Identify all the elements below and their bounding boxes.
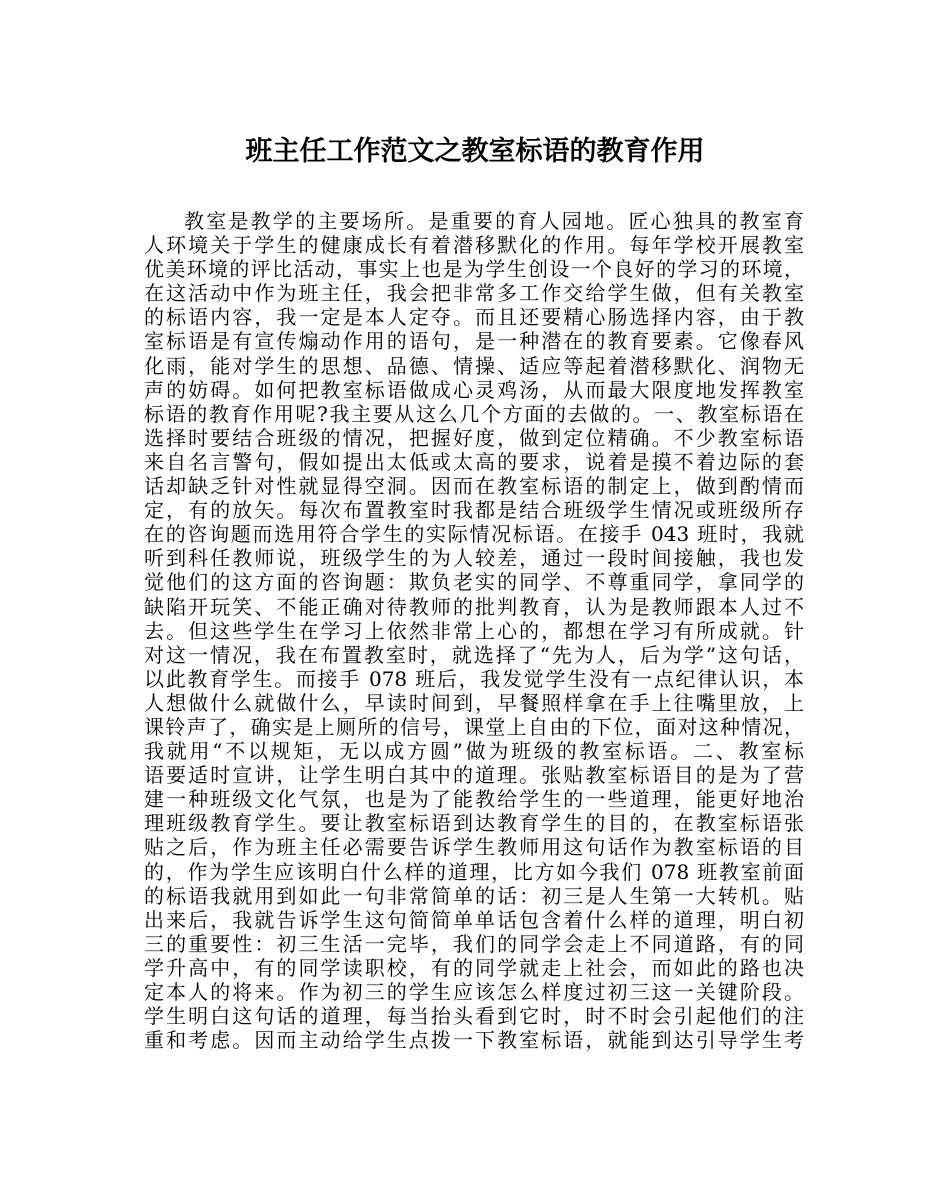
body-line: 学升高中，有的同学读职校，有的同学就走上社会，而如此的路也决 [144, 955, 804, 980]
body-line: 听到科任教师说，班级学生的为人较差，通过一段时间接触，我也发 [144, 546, 804, 571]
body-line: 教室是教学的主要场所。是重要的育人园地。匠心独具的教室育 [184, 209, 804, 233]
body-line: 对这一情况，我在布置教室时，就选择了“先为人，后为学”这句话， [144, 642, 804, 667]
body-line: 建一种班级文化气氛，也是为了能教给学生的一些道理，能更好地治 [144, 787, 804, 812]
body-line: 贴之后，作为班主任必需要告诉学生教师用这句话作为教室标语的目 [144, 835, 804, 860]
body-line: 的标语内容，我一定是本人定夺。而且还要精心肠选择内容，由于教 [144, 305, 804, 330]
body-line: 在的咨询题而选用符合学生的实际情况标语。在接手 043 班时，我就 [144, 522, 804, 547]
body-line: 优美环境的评比活动，事实上也是为学生创设一个良好的学习的环境， [144, 257, 804, 282]
body-line: 人想做什么就做什么，早读时间到，早餐照样拿在手上往嘴里放，上 [144, 690, 804, 715]
body-line: 的，作为学生应该明白什么样的道理，比方如今我们 078 班教室前面 [144, 859, 804, 884]
document-title: 班主任工作范文之教室标语的教育作用 [245, 136, 705, 167]
body-line: 人环境关于学生的健康成长有着潜移默化的作用。每年学校开展教室 [144, 233, 804, 258]
body-line: 语要适时宣讲，让学生明白其中的道理。张贴教室标语目的是为了营 [144, 763, 804, 788]
body-line: 课铃声了，确实是上厕所的信号，课堂上自由的下位，面对这种情况， [144, 714, 804, 739]
body-line: 声的妨碍。如何把教室标语做成心灵鸡汤，从而最大限度地发挥教室 [144, 377, 804, 402]
body-line: 重和考虑。因而主动给学生点拨一下教室标语，就能到达引导学生考 [144, 1028, 804, 1053]
body-line: 选择时要结合班级的情况，把握好度，做到定位精确。不少教室标语 [144, 425, 804, 450]
body-line: 定本人的将来。作为初三的学生应该怎么样度过初三这一关键阶段。 [144, 980, 804, 1004]
body-line: 的标语我就用到如此一句非常简单的话：初三是人生第一大转机。贴 [144, 883, 804, 908]
body-line: 以此教育学生。而接手 078 班后，我发觉学生没有一点纪律认识，本 [144, 666, 804, 691]
body-line: 理班级教育学生。要让教室标语到达教育学生的目的，在教室标语张 [144, 811, 804, 836]
body-line: 定，有的放矢。每次布置教室时我都是结合班级学生情况或班级所存 [144, 498, 804, 523]
body-line: 出来后，我就告诉学生这句简简单单话包含着什么样的道理，明白初 [144, 907, 804, 932]
body-line: 学生明白这句话的道理，每当抬头看到它时，时不时会引起他们的注 [144, 1004, 804, 1029]
document-body [144, 209, 804, 1052]
body-line: 三的重要性：初三生活一完毕，我们的同学会走上不同道路，有的同 [144, 931, 804, 956]
body-line: 化雨，能对学生的思想、品德、情操、适应等起着潜移默化、润物无 [144, 353, 804, 378]
body-line: 在这活动中作为班主任，我会把非常多工作交给学生做，但有关教室 [144, 281, 804, 306]
body-line: 缺陷开玩笑、不能正确对待教师的批判教育，认为是教师跟本人过不 [144, 594, 804, 619]
body-line: 话却缺乏针对性就显得空洞。因而在教室标语的制定上，做到酌情而 [144, 474, 804, 499]
body-line: 觉他们的这方面的咨询题：欺负老实的同学、不尊重同学，拿同学的 [144, 570, 804, 595]
body-line: 来自名言警句，假如提出太低或太高的要求，说着是摸不着边际的套 [144, 449, 804, 474]
body-line: 去。但这些学生在学习上依然非常上心的，都想在学习有所成就。针 [144, 618, 804, 643]
body-line: 我就用“不以规矩，无以成方圆”做为班级的教室标语。二、教室标 [144, 739, 804, 764]
body-line: 室标语是有宣传煽动作用的语句，是一种潜在的教育要素。它像春风 [144, 329, 804, 354]
body-line: 标语的教育作用呢?我主要从这么几个方面的去做的。一、教室标语在 [144, 401, 804, 426]
